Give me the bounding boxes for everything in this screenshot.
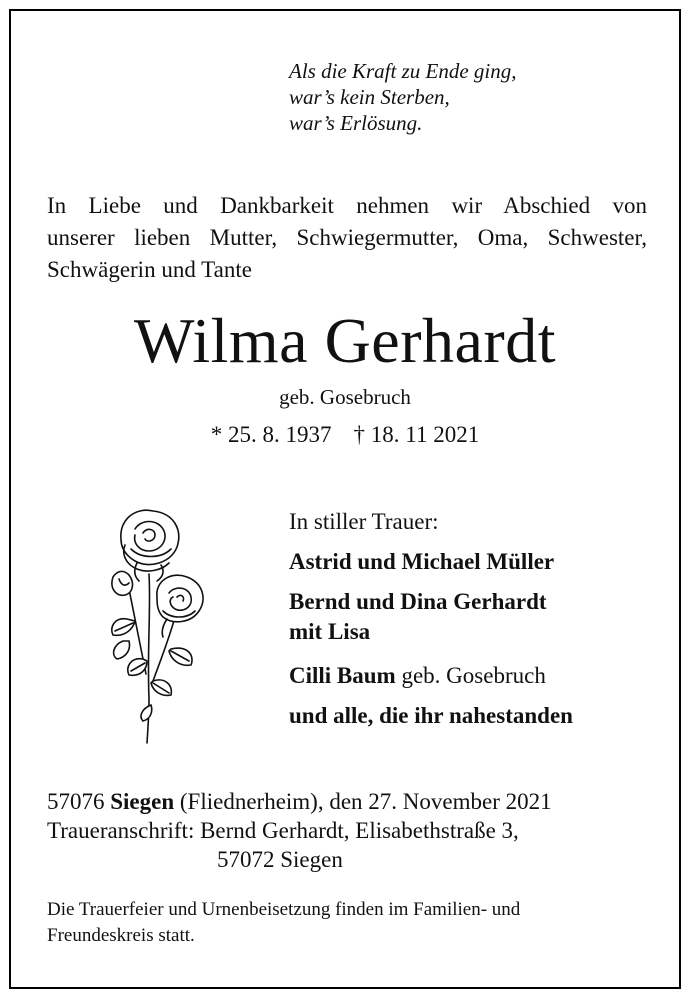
mourner-line: mit Lisa bbox=[289, 619, 371, 644]
birth-name: geb. Gosebruch bbox=[279, 385, 411, 409]
mourner-line: Bernd und Dina Gerhardt bbox=[289, 589, 547, 614]
intro-line: In Liebe und Dankbarkeit nehmen wir Abschied von bbox=[47, 193, 647, 218]
place-date bbox=[47, 787, 552, 816]
address-line: Traueranschrift: Bernd Gerhardt, Elisabethstraße 3, bbox=[47, 818, 519, 843]
life-dates bbox=[11, 420, 679, 450]
intro-text bbox=[47, 190, 647, 286]
place-city: Siegen bbox=[110, 789, 175, 814]
intro-line: Schwägerin und Tante bbox=[47, 257, 252, 282]
rose-icon bbox=[91, 499, 211, 749]
mourner-line bbox=[289, 661, 546, 691]
mourner-line: Astrid und Michael Müller bbox=[289, 549, 555, 574]
obituary-card bbox=[9, 9, 681, 989]
notice-line: Die Trauerfeier und Urnenbeisetzung finden im Familien- und bbox=[47, 899, 521, 920]
mourner-line: und alle, die ihr nahestanden bbox=[289, 703, 573, 728]
notice-line: Freundeskreis statt. bbox=[47, 925, 195, 946]
death-date: † 18. 11 2021 bbox=[353, 422, 480, 447]
deceased-name: Wilma Gerhardt bbox=[133, 305, 557, 376]
address-line: 57072 Siegen bbox=[217, 847, 343, 872]
birth-date: * 25. 8. 1937 bbox=[210, 422, 332, 447]
motto-line: Als die Kraft zu Ende ging, bbox=[289, 59, 517, 83]
intro-line: unserer lieben Mutter, Schwiegermutter, Oma, Schwester, bbox=[47, 225, 647, 250]
motto-line: war’s kein Sterben, bbox=[289, 85, 450, 109]
mourner-birth-name: geb. Gosebruch bbox=[395, 663, 546, 688]
mourners-heading: In stiller Trauer: bbox=[289, 509, 439, 534]
place-zip: 57076 bbox=[47, 789, 111, 814]
place-rest: (Fliednerheim), den 27. November 2021 bbox=[174, 789, 552, 814]
motto-line: war’s Erlösung. bbox=[289, 111, 423, 135]
mourner-name: Cilli Baum bbox=[289, 663, 396, 688]
